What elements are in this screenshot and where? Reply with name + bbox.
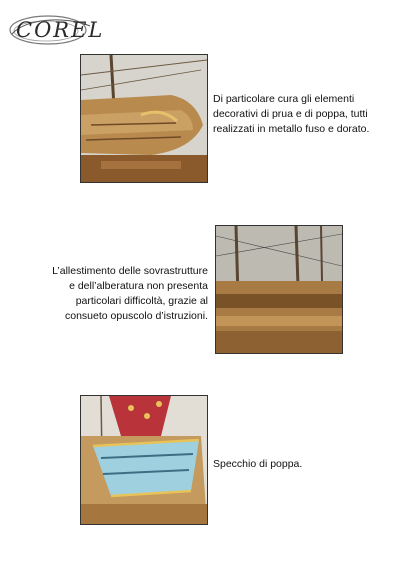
caption-line: Specchio di poppa. xyxy=(213,458,303,470)
caption-rigging xyxy=(18,264,208,324)
ship-bow-photo xyxy=(80,54,208,183)
logo-text: COREL xyxy=(16,18,105,42)
caption-line: L’allestimento delle sovrastrutture xyxy=(52,265,208,277)
caption-line: Di particolare cura gli elementi xyxy=(213,93,355,105)
caption-line: particolari difficoltà, grazie al xyxy=(75,295,208,307)
ship-stern-photo xyxy=(80,395,208,525)
caption-stern xyxy=(213,457,403,472)
ship-rigging-photo xyxy=(215,225,343,354)
caption-line: e dell’alberatura non presenta xyxy=(69,280,208,292)
caption-line: consueto opuscolo d’istruzioni. xyxy=(64,310,208,322)
caption-line: decorativi di prua e di poppa, tutti xyxy=(213,108,368,120)
caption-bow-decorations xyxy=(213,92,413,137)
corel-logo xyxy=(6,8,105,50)
caption-line: realizzati in metallo fuso e dorato. xyxy=(213,123,370,135)
